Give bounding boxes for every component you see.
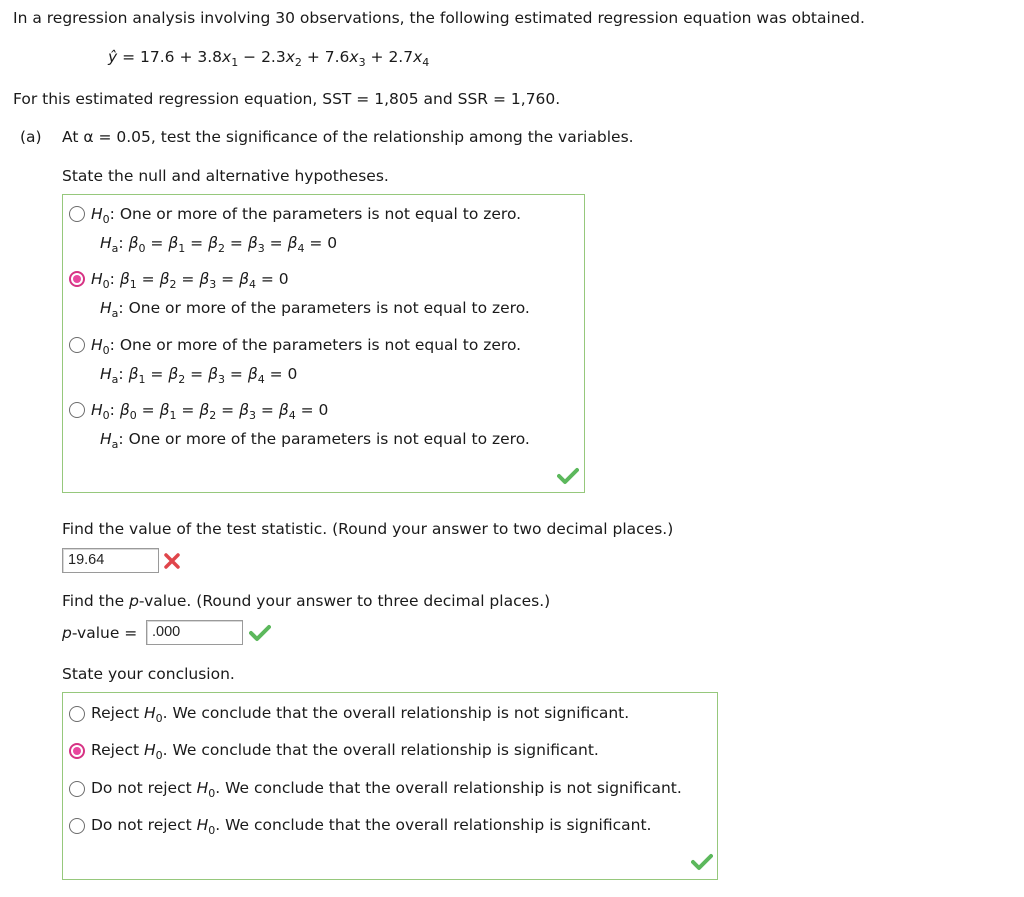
hypothesis-option-4-radio[interactable] [69, 402, 85, 418]
sst-ssr-statement: For this estimated regression equation, SST = 1,805 and SSR = 1,760. [13, 90, 561, 108]
hypothesis-option-1[interactable]: $H_0$: One or more of the parameters is not equal to zero. $H_a$: $\beta_0 = \beta_1 = \beta_2 = \beta_3 = \beta_4 = 0$ [91, 205, 522, 255]
conclusion-option-3-radio[interactable] [69, 781, 85, 797]
correct-check-icon [691, 853, 713, 871]
conclusion-option-1[interactable]: Reject $H_0$. We conclude that the overall relationship is not significant. [91, 704, 630, 725]
pvalue-label: p-value = [62, 624, 138, 642]
question-intro: In a regression analysis involving 30 observations, the following estimated regression equation was obtained. [13, 9, 865, 27]
conclusion-option-3[interactable]: Do not reject $H_0$. We conclude that the overall relationship is not significant. [91, 779, 682, 800]
hypothesis-option-1-radio[interactable] [69, 206, 85, 222]
hypothesis-option-2[interactable]: $H_0$: $\beta_1 = \beta_2 = \beta_3 = \beta_4 = 0$ $H_a$: One or more of the parameters is not equal to zero. [91, 270, 530, 320]
hypotheses-options-box [62, 194, 585, 493]
hypotheses-prompt: State the null and alternative hypotheses. [62, 167, 389, 185]
part-a-label: (a) [20, 128, 42, 146]
pvalue-input[interactable]: .000 [146, 620, 243, 645]
test-stat-input[interactable]: 19.64 [62, 548, 159, 573]
hypothesis-option-3-radio[interactable] [69, 337, 85, 353]
incorrect-x-icon [163, 552, 181, 570]
hypothesis-option-3[interactable]: $H_0$: One or more of the parameters is not equal to zero. $H_a$: $\beta_1 = \beta_2 = \beta_3 = \beta_4 = 0$ [91, 336, 522, 386]
hypothesis-option-2-radio[interactable] [69, 271, 85, 287]
correct-check-icon [249, 624, 271, 642]
regression-equation: ŷ = $17.6 + 3.8x_1 - 2.3x_2 + 7.6x_3 + 2.7x_4$ [108, 48, 430, 69]
test-stat-prompt: Find the value of the test statistic. (Round your answer to two decimal places.) [62, 520, 674, 538]
pvalue-prompt: Find the p-value. (Round your answer to three decimal places.) [62, 592, 551, 610]
conclusion-option-2-radio[interactable] [69, 743, 85, 759]
part-a-prompt: At α = 0.05, test the significance of the relationship among the variables. [62, 128, 634, 146]
hypothesis-option-4[interactable]: $H_0$: $\beta_0 = \beta_1 = \beta_2 = \beta_3 = \beta_4 = 0$ $H_a$: One or more of the parameters is not equal to zero. [91, 401, 530, 451]
conclusion-options-box [62, 692, 718, 880]
conclusion-option-1-radio[interactable] [69, 706, 85, 722]
correct-check-icon [557, 467, 579, 485]
conclusion-option-4-radio[interactable] [69, 818, 85, 834]
conclusion-option-4[interactable]: Do not reject $H_0$. We conclude that the overall relationship is significant. [91, 816, 652, 837]
conclusion-option-2[interactable]: Reject $H_0$. We conclude that the overall relationship is significant. [91, 741, 599, 762]
conclusion-prompt: State your conclusion. [62, 665, 235, 683]
